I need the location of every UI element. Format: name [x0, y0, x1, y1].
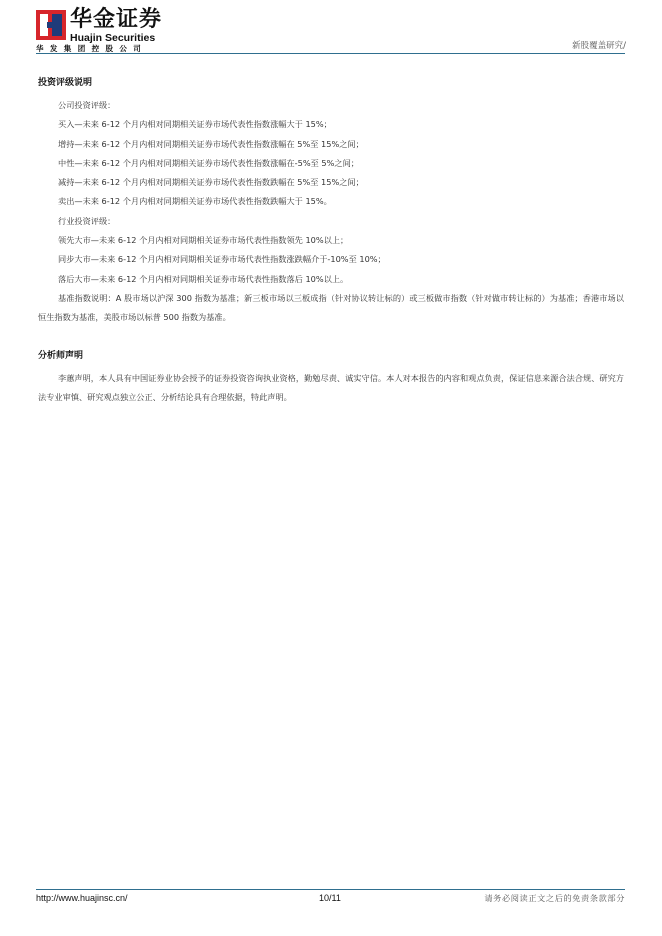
industry-rating-heading: 行业投资评级： [58, 215, 116, 226]
website-link[interactable]: http://www.huajinsc.cn/ [36, 893, 128, 903]
report-type: 新股覆盖研究/ [572, 41, 626, 51]
footer-divider [36, 889, 625, 890]
analyst-section-title: 分析师声明 [38, 350, 84, 361]
benchmark-note: 基准指数说明：A 股市场以沪深 300 指数为基准；新三板市场以三板成指（针对协议转让标的）或三板做市指数（针对做市转让标的）为基准；香港市场以恒生指数为基准，美股市场以标普 500 指数为基准。 [38, 292, 624, 323]
page-header [36, 8, 626, 56]
page-number: 10/11 [319, 893, 341, 903]
industry-rating-underperform: 落后大市—未来 6-12 个月内相对同期相关证券市场代表性指数落后 10%以上。 [58, 273, 349, 284]
company-rating-buy: 买入—未来 6-12 个月内相对同期相关证券市场代表性指数涨幅大于 15%； [58, 119, 332, 130]
brand-name-cn: 华金证券 [70, 7, 163, 32]
brand-name-en: Huajin Securities [70, 32, 156, 44]
page-footer [36, 893, 625, 907]
company-rating-underweight: 减持—未来 6-12 个月内相对同期相关证券市场代表性指数跌幅在 5%至 15%之间； [58, 177, 364, 188]
industry-rating-inline: 同步大市—未来 6-12 个月内相对同期相关证券市场代表性指数涨跌幅介于-10%至 10%； [58, 254, 386, 265]
disclaimer-note: 请务必阅读正文之后的免责条款部分 [484, 893, 625, 903]
company-rating-heading: 公司投资评级： [58, 100, 116, 110]
header-divider [36, 53, 625, 54]
huajin-logo-icon [36, 10, 66, 40]
company-rating-sell: 卖出—未来 6-12 个月内相对同期相关证券市场代表性指数跌幅大于 15%。 [58, 196, 332, 207]
company-rating-neutral: 中性—未来 6-12 个月内相对同期相关证券市场代表性指数涨幅在-5%至 5%之间； [58, 157, 359, 168]
document-body [38, 76, 624, 408]
rating-section-title: 投资评级说明 [38, 78, 93, 88]
company-tagline: 华发集团控股公司 [36, 44, 148, 53]
analyst-statement: 李蕙声明，本人具有中国证券业协会授予的证券投资咨询执业资格，勤勉尽责、诚实守信。本人对本报告的内容和观点负责，保证信息来源合法合规、研究方法专业审慎、研究观点独立公正、分析结论具有合理依据，特此声明。 [38, 372, 624, 403]
industry-rating-outperform: 领先大市—未来 6-12 个月内相对同期相关证券市场代表性指数领先 10%以上； [58, 235, 349, 246]
company-rating-overweight: 增持—未来 6-12 个月内相对同期相关证券市场代表性指数涨幅在 5%至 15%之间； [58, 138, 364, 149]
